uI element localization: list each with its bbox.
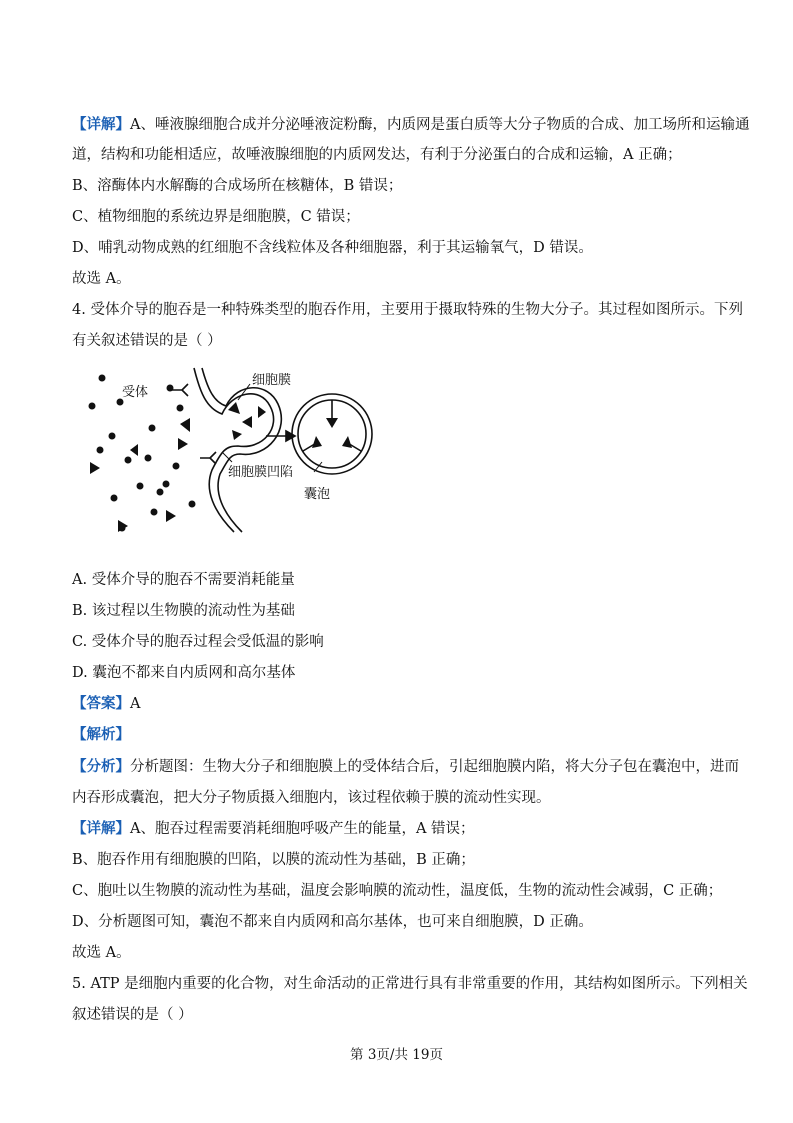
- fenxi-text: 分析题图：生物大分子和细胞膜上的受体结合后，引起细胞膜内陷，将大分子包在囊泡中，进而: [130, 759, 739, 775]
- label-vesicle: 囊泡: [304, 487, 331, 502]
- label-receptor: 受体: [122, 385, 149, 400]
- q5-stem-line-1: 5. ATP 是细胞内重要的化合物，对生命活动的正常进行具有非常重要的作用，其结构如图所示。下列相关: [72, 976, 748, 992]
- q4-option-a: A. 受体介导的胞吞不需要消耗能量: [72, 572, 295, 588]
- page-footer: 第 3页/共 19页: [350, 1047, 443, 1063]
- q4-detail-a: [72, 819, 475, 839]
- label-membrane: 细胞膜: [252, 373, 292, 388]
- internalized-molecules: [180, 402, 266, 440]
- q4-stem-line-2: 有关叙述错误的是（ ）: [72, 333, 222, 349]
- fenxi-tag: 【分析】: [72, 758, 130, 775]
- answer-tag: 【答案】: [72, 695, 130, 712]
- q3-detail-c: C、植物细胞的系统边界是细胞膜，C 错误；: [72, 209, 360, 225]
- q3-detail-b: B、溶酶体内水解酶的合成场所在核糖体，B 错误；: [72, 178, 403, 194]
- q3-detail-d: D、哺乳动物成熟的红细胞不含线粒体及各种细胞器，利于其运输氧气，D 错误。: [72, 240, 593, 256]
- detail-a-text: A、胞吞过程需要消耗细胞呼吸产生的能量，A 错误；: [130, 821, 475, 837]
- endocytosis-figure: [82, 362, 382, 534]
- q3-choose: 故选 A。: [72, 271, 131, 287]
- analysis-tag: 【解析】: [72, 726, 130, 743]
- q4-option-d: D. 囊泡不都来自内质网和高尔基体: [72, 665, 296, 681]
- q3-detail-a-text: A、唾液腺细胞合成并分泌唾液淀粉酶，内质网是蛋白质等大分子物质的合成、加工场所和运输通: [130, 117, 750, 133]
- q4-analysis-heading: [72, 725, 130, 745]
- q4-fenxi-line-2: 内吞形成囊泡，把大分子物质摄入细胞内，该过程依赖于膜的流动性实现。: [72, 790, 551, 806]
- q4-choose: 故选 A。: [72, 945, 131, 961]
- answer-value: A: [130, 696, 141, 712]
- q3-detail-line-1: [72, 115, 749, 135]
- label-invagination: 细胞膜凹陷: [228, 465, 294, 480]
- q4-detail-b: B、胞吞作用有细胞膜的凹陷，以膜的流动性为基础，B 正确；: [72, 852, 475, 868]
- q4-stem-line-1: 4. 受体介导的胞吞是一种特殊类型的胞吞作用，主要用于摄取特殊的生物大分子。其过程如图所示。下列: [72, 302, 743, 318]
- q4-option-c: C. 受体介导的胞吞过程会受低温的影响: [72, 634, 324, 650]
- q4-answer: [72, 694, 140, 714]
- q4-detail-d: D、分析题图可知，囊泡不都来自内质网和高尔基体，也可来自细胞膜，D 正确。: [72, 914, 593, 930]
- receptors: [168, 384, 216, 464]
- cell-membrane: [194, 368, 281, 532]
- detail-tag: 【详解】: [72, 820, 130, 837]
- q4-detail-c: C、胞吐以生物膜的流动性为基础，温度会影响膜的流动性，温度低，生物的流动性会减弱，C 正确；: [72, 883, 723, 899]
- q4-option-b: B. 该过程以生物膜的流动性为基础: [72, 603, 295, 619]
- q4-fenxi-line-1: [72, 757, 739, 777]
- detail-tag: 【详解】: [72, 116, 130, 133]
- vesicle: [292, 394, 372, 474]
- q3-detail-line-2: 道，结构和功能相适应，故唾液腺细胞的内质网发达，有利于分泌蛋白的合成和运输，A 正确；: [72, 147, 682, 163]
- q5-stem-line-2: 叙述错误的是（ ）: [72, 1007, 193, 1023]
